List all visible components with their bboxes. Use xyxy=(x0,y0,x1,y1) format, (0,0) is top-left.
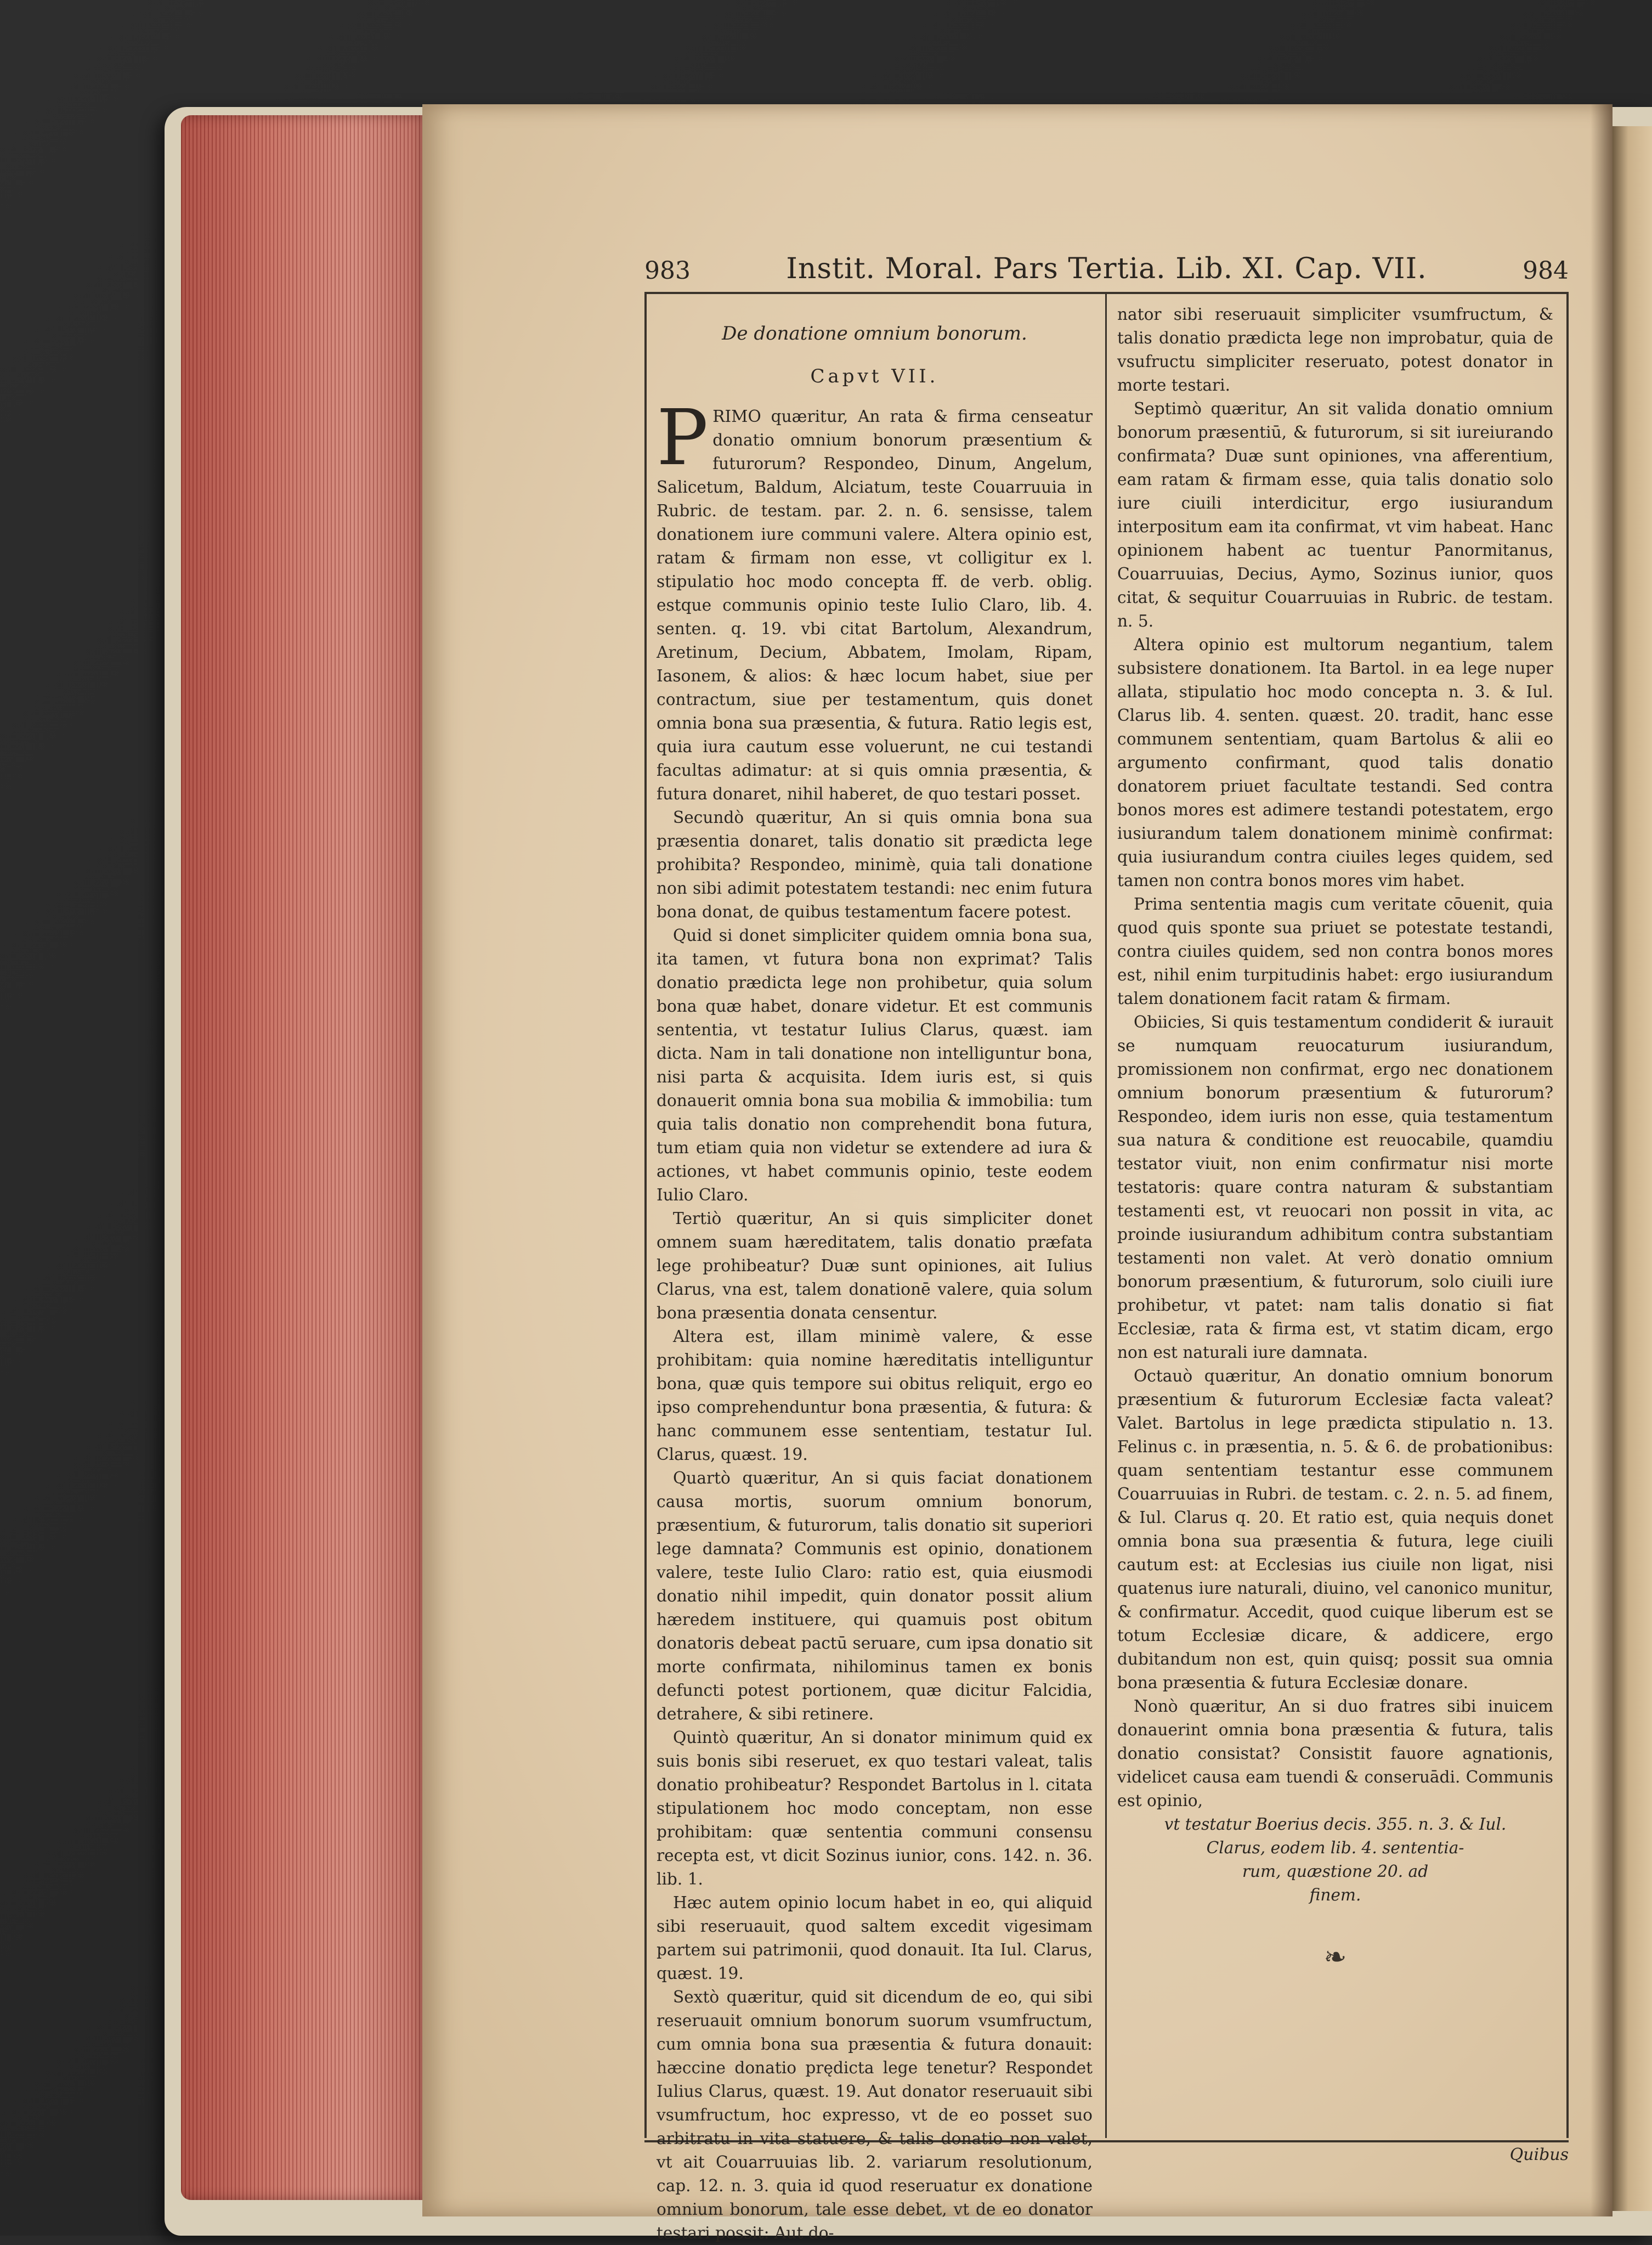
drop-cap: P xyxy=(657,393,709,483)
paragraph: Secundò quæritur, An si quis omnia bona sua præsentia donaret, talis donatio sit prædicta lege prohibita? Respondeo, minimè, quia tali donatione non sibi adimit potestatem testandi: nec enim futura bona donat, de quibus testamentum facere potest. xyxy=(657,808,1093,921)
paragraph: Septimò quæritur, An sit valida donatio omnium bonorum præsentiū, & futurorum, si sit iureiurando confirmata? Duæ sunt opiniones, vna afferentium, eam ratam & firmam esse, quia talis donatio solo iure ciuili interdicitur, ergo iusiurandum interpositum eam ita confirmat, vt vim habeat. Hanc opinionem habent ac tuentur Panormitanus, Couarruuias, Decius, Aymo, Sozinus iunior, quos citat, & sequitur Couarruuias in Rubric. de testam. n. 5. xyxy=(1117,399,1553,630)
book-gutter xyxy=(1591,104,1613,2216)
paragraph: Quintò quæritur, An si donator minimum quid ex suis bonis sibi reseruet, ex quo testari valeat, talis donatio prohibeatur? Respondet Bartolus in l. citata stipulationem hoc modo conceptam, non esse prohibitam: quæ sententia communi consensu recepta est, vt dicit Sozinus iunior, cons. 142. n. 36. lib. 1. xyxy=(657,1728,1093,1888)
closing-line: rum, quæstione 20. ad xyxy=(1242,1862,1429,1881)
paragraph: Nonò quæritur, An si duo fratres sibi inuicem donauerint omnia bona præsentia & futura, talis donatio consistat? Consistit fauore agnationis, videlicet causa eam tuendi & conseruādi. Communis est opinio, xyxy=(1117,1697,1553,1810)
paragraph-text: RIMO quæritur, An rata & firma censeatur donatio omnium bonorum præsentium & futurorum? Respondeo, Dinum, Angelum, Salicetum, Baldum, Alciatum, teste Couarruuia in Rubric. de testam. par. 2. n. 6. sensisse, talem donationem iure communi valere. Altera opinio est, ratam & firmam non esse, vt colligitur ex l. stipulatio hoc modo concepta ff. de verb. oblig. estque communis opinio teste Iulio Claro, lib. 4. senten. q. 19. vbi citat Bartolum, Alexandrum, Aretinum, Decium, Abbatem, Imolam, Ripam, Iasonem, & alios: & hæc locum habet, siue per contractum, siue per testamentum, quis donet omnia bona sua præsentia, & futura. Ratio legis est, quia iura cautum esse voluerunt, ne cui testandi facultas adimatur: at si quis omnia præsentia, & futura donaret, nihil haberet, de quo testari posset. xyxy=(657,407,1093,803)
paragraph: nator sibi reseruauit simpliciter vsumfructum, & talis donatio prædicta lege non improbatur, quia de vsufructu simpliciter reseruato, potest donator in morte testari. xyxy=(1117,305,1553,394)
paragraph: Hæc autem opinio locum habet in eo, qui aliquid sibi reseruauit, quod saltem excedit vigesimam partem sui patrimonii, quod donauit. Ita Iul. Clarus, quæst. 19. xyxy=(657,1893,1093,1983)
printed-page xyxy=(644,252,1569,2242)
fleuron-ornament-icon: ❧ xyxy=(1323,1941,1347,1973)
paragraph: Sextò quæritur, quid sit dicendum de eo, qui sibi reseruauit omnium bonorum suorum vsumfructum, cum omnia bona sua præsentia & futura donauit: hæccine donatio prędicta lege tenetur? Respondet Iulius Clarus, quæst. 19. Aut donator reseruauit sibi vsumfructum, hoc expresso, vt de eo posset suo arbitratu in vita statuere, & talis donatio non valet, vt ait Couarruuias lib. 2. variarum resolutionum, cap. 12. n. 3. quia id quod reseruatur ex donatione omnium bonorum, tale esse debet, vt de eo donator testari possit: Aut do- xyxy=(657,1988,1093,2242)
frame-rule-right xyxy=(1566,292,1569,2138)
closing-line: Clarus, eodem lib. 4. sententia- xyxy=(1206,1838,1464,1857)
page-number-left: 983 xyxy=(644,257,691,285)
page-edges xyxy=(181,115,428,2200)
right-column xyxy=(1117,303,1553,1973)
left-column xyxy=(657,303,1093,2245)
chapter-label: Capvt VII. xyxy=(810,365,939,387)
closing-line: vt testatur Boerius decis. 355. n. 3. & Iul. xyxy=(1164,1815,1507,1834)
paragraph: Quid si donet simpliciter quidem omnia bona sua, ita tamen, vt futura bona non exprimat? Talis donatio prædicta lege non prohibetur, quia solum bona quæ habet, donare videtur. Et est communis sententia, vt testatur Iulius Clarus, quæst. iam dicta. Nam in tali donatione non intelliguntur bona, nisi parta & acquisita. Idem iuris est, si quis donauerit omnia bona sua mobilia & immobilia: tum quia talis donatio non comprehendit bona futura, tum etiam quia non videtur se extendere ad iura & actiones, vt habet communis opinio, teste eodem Iulio Claro. xyxy=(657,926,1093,1204)
paragraph: Prima sententia magis cum veritate cōuenit, quia quod quis sponte sua priuet se potestate testandi, contra ciuiles quidem, sed non contra bonos mores est, nihil enim turpitudinis habet: ergo iusiurandum talem donationem facit ratam & firmam. xyxy=(1117,895,1553,1008)
paragraph: Octauò quæritur, An donatio omnium bonorum præsentium & futurorum Ecclesiæ facta valeat? Valet. Bartolus in lege prædicta stipulatio n. 13. Felinus c. in præsentia, n. 5. & 6. de probationibus: quam sententiam testantur esse communem Couarruuias in Rubri. de testam. c. 2. n. 5. ad finem, & Iul. Clarus q. 20. Et ratio est, quia nequis donet omnia bona sua præsentia & futura, lege ciuili cautum est: at Ecclesias ius ciuile non ligat, nisi quatenus iure naturali, diuino, vel canonico munitur, & confirmatur. Accedit, quod cuique liberum est se totum Ecclesiæ dicare, & addicere, ergo dubitandum non est, quin quisq; possit sua omnia bona præsentia & futura Ecclesiæ donare. xyxy=(1117,1367,1553,1692)
closing-line: finem. xyxy=(1309,1886,1361,1904)
running-head xyxy=(644,252,1569,291)
paragraph: Quartò quæritur, An si quis faciat donationem causa mortis, suorum omnium bonorum, præsentium, & futurorum, talis donatio sit superiori lege damnata? Communis est opinio, donationem valere, teste Iulio Claro: ratio est, quia eiusmodi donatio nihil impedit, quin donator possit alium hæredem instituere, qui quamuis post obitum donatoris debeat pactū seruare, cum ipsa donatio sit morte confirmata, nihilominus tamen ex bonis defuncti potest portionem, quæ dicitur Falcidia, detrahere, & sibi retinere. xyxy=(657,1469,1093,1723)
page-number-right: 984 xyxy=(1523,257,1569,285)
frame-rule-left xyxy=(644,292,647,2138)
paragraph xyxy=(657,393,1093,806)
paragraph: Obiicies, Si quis testamentum condiderit & iurauit se numquam reuocaturum iusiurandum, promissionem non confirmat, ergo nec donationem omnium bonorum præsentium & futurorum? Respondeo, idem iuris non esse, quia testamentum sua natura & conditione est reuocabile, quamdiu testator viuit, non enim confirmatur nisi morte testatoris: quare contra naturam & substantiam testamenti est, vt reuocari non possit in vita, ac proinde iusiurandum adhibitum contra substantiam testamenti non valet. At verò donatio omnium bonorum præsentium, & futurorum, solo ciuili iure prohibetur, vt patet: nam talis donatio si fiat Ecclesiæ, rata & firma est, vt statim dicam, ergo non est naturali iure damnata. xyxy=(1117,1013,1553,1362)
column-divider xyxy=(1105,294,1107,2138)
facing-page-edge xyxy=(1613,126,1652,2211)
running-title: Instit. Moral. Pars Tertia. Lib. XI. Cap. VII. xyxy=(786,252,1427,285)
catchword: Quibus xyxy=(1509,2145,1569,2164)
paragraph: Altera opinio est multorum negantium, talem subsistere donationem. Ita Bartol. in ea lege nuper allata, stipulatio hoc modo concepta n. 3. & Iul. Clarus lib. 4. senten. quæst. 20. tradit, hanc esse communem sententiam, quam Bartolus & alii eo argumento confirmant, quod talis donatio donatorem priuet facultate testandi. Sed contra bonos mores est adimere testandi potestatem, ergo iusiurandum talem donationem minimè confirmat: quia iusiurandum contra ciuiles leges quidem, sed tamen non contra bonos mores vim habet. xyxy=(1117,635,1553,890)
chapter-title: De donatione omnium bonorum. xyxy=(722,323,1027,345)
paragraph: Altera est, illam minimè valere, & esse prohibitam: quia nomine hæreditatis intelliguntur bona, quæ quis tempore sui obitus reliquit, ergo eo ipso comprehenduntur bona præsentia, & futura: & hanc communem esse sententiam, testatur Iul. Clarus, quæst. 19. xyxy=(657,1327,1093,1464)
paragraph: Tertiò quæritur, An si quis simpliciter donet omnem suam hæreditatem, talis donatio præfata lege prohibeatur? Duæ sunt opiniones, ait Iulius Clarus, vna est, talem donationē valere, quia solum bona præsentia donata censentur. xyxy=(657,1209,1093,1322)
